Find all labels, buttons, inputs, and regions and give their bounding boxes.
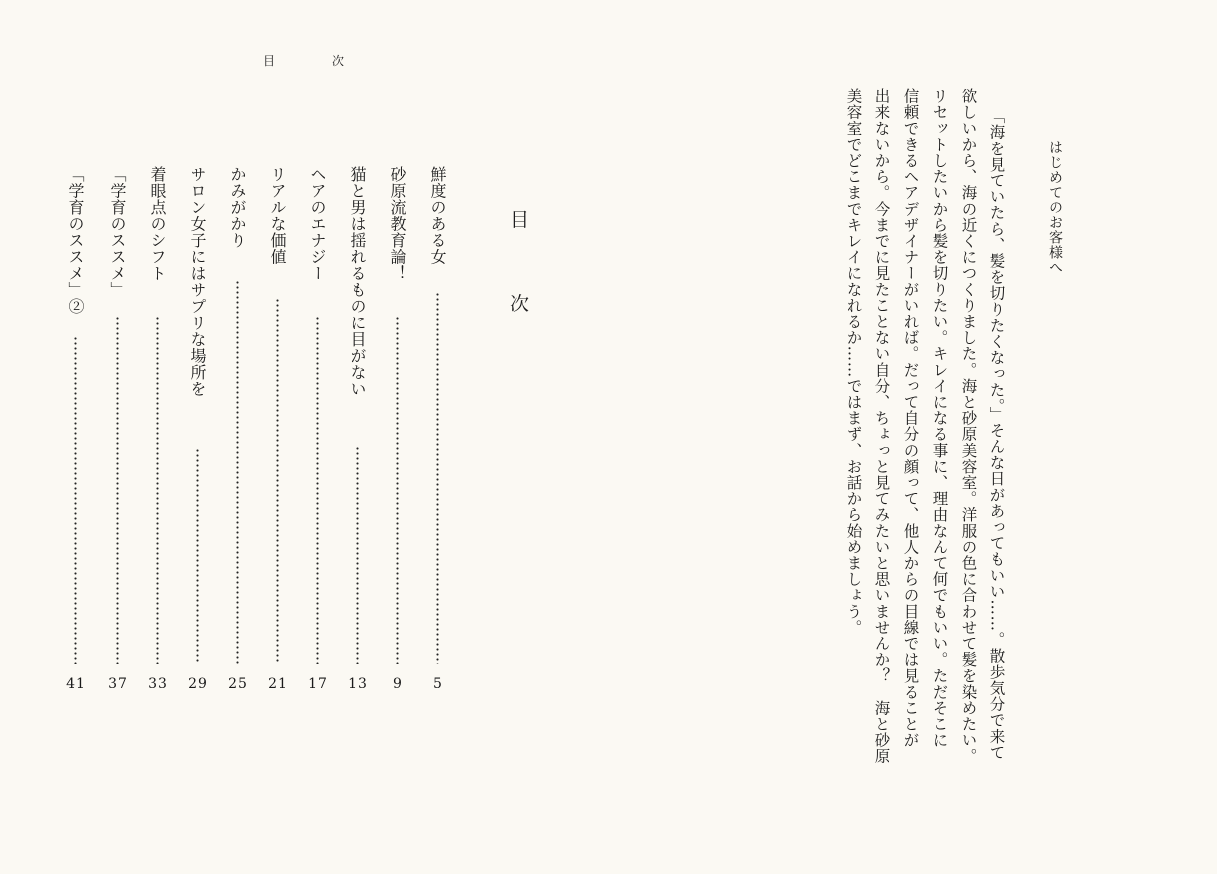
intro-line: 信頼できるヘアデザイナーがいれば。だって自分の顔って、他人からの目線では見ることが [901, 88, 920, 749]
running-header-left: 目 [263, 54, 276, 68]
toc-entry-title: 砂原流教育論！ [388, 166, 407, 282]
toc-heading-char-1: 目 [510, 209, 530, 231]
toc-entry-title: 「学育のススメ」 [108, 166, 127, 298]
leader-dots [356, 446, 359, 664]
toc-entry-page: 21 [268, 676, 288, 692]
toc-entry-page: 13 [348, 676, 368, 692]
intro-line: 出来ないから。今までに見たことない自分、ちょっと見てみたいと思いませんか？ 海と砂原 [872, 88, 891, 765]
leader-dots [436, 292, 439, 664]
leader-dots [276, 298, 279, 664]
toc-entry-page: 17 [308, 676, 328, 692]
toc-entry-page: 25 [228, 676, 248, 692]
toc-entry-page: 37 [108, 676, 128, 692]
toc-entry-page: 29 [188, 676, 208, 692]
toc-heading-char-2: 次 [510, 293, 530, 315]
running-header-right: 次 [332, 54, 345, 68]
leader-dots [316, 316, 319, 664]
toc-entry-page: 5 [433, 676, 443, 692]
toc-entry-title: リアルな価値 [268, 166, 287, 265]
intro-line: 美容室でどこまでキレイになれるか……ではまず、お話から始めましょう。 [844, 88, 863, 636]
intro-title: はじめてのお客様へ [1047, 140, 1063, 275]
leader-dots [236, 280, 239, 664]
intro-line: リセットしたいから髪を切りたい。キレイになる事に、理由なんて何でもいい。ただそこに [930, 88, 949, 749]
toc-entry-title: かみがかり [228, 166, 247, 249]
toc-entry-page: 33 [148, 676, 168, 692]
toc-entry-title: 猫と男は揺れるものに目がない [348, 166, 367, 397]
leader-dots [74, 336, 77, 664]
toc-entry-title: 「学育のススメ」② [66, 166, 85, 315]
toc-entry-page: 9 [393, 676, 403, 692]
toc-entry-page: 41 [66, 676, 86, 692]
toc-entry-title: 着眼点のシフト [148, 166, 167, 282]
toc-entry-title: 鮮度のある女 [428, 166, 447, 265]
leader-dots [156, 316, 159, 664]
toc-entry-title: ヘアのエナジー [308, 166, 327, 282]
toc-entry-title: サロン女子にはサプリな場所を [188, 166, 207, 397]
intro-line: 「海を見ていたら、髪を切りたくなった。」そんな日があってもいい……。散歩気分で来て [987, 108, 1006, 761]
intro-line: 欲しいから、海の近くにつくりました。海と砂原美容室。洋服の色に合わせて髪を染めたい。 [959, 88, 978, 765]
leader-dots [396, 316, 399, 664]
leader-dots [196, 448, 199, 664]
leader-dots [116, 316, 119, 664]
